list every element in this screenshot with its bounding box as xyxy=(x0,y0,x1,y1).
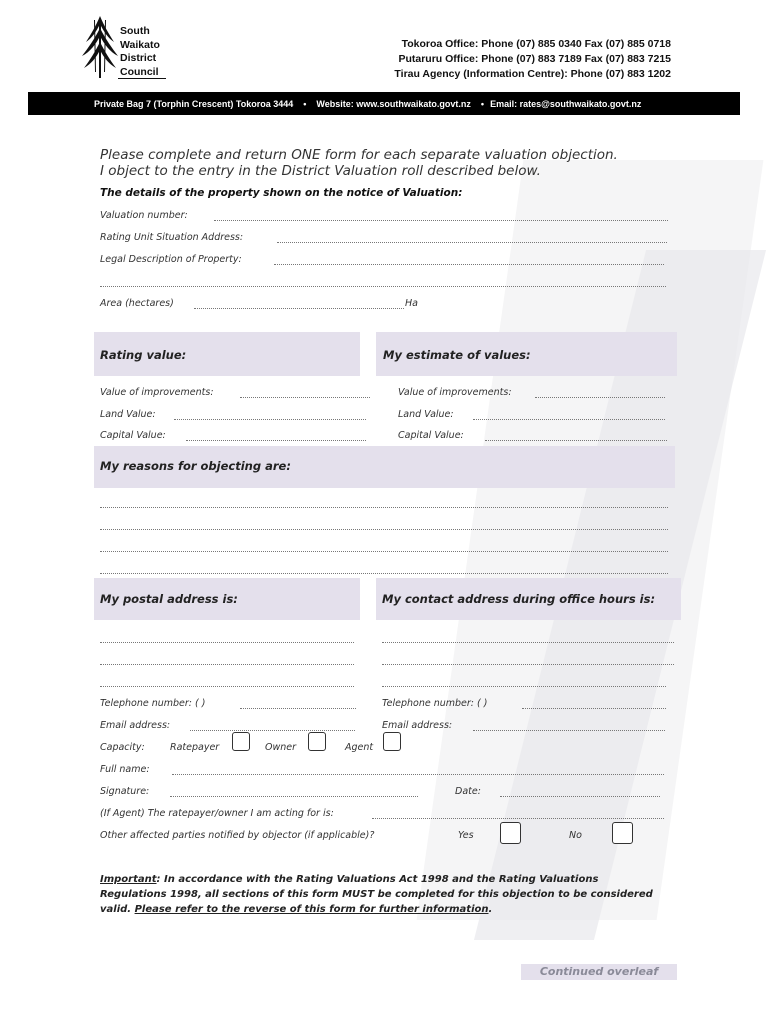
area-field[interactable] xyxy=(194,308,404,309)
no-checkbox[interactable] xyxy=(612,822,633,844)
contact-telephone-label: Telephone number: ( ) xyxy=(382,698,488,709)
postal-telephone-label: Telephone number: ( ) xyxy=(100,698,206,709)
agent-acting-label: (If Agent) The ratepayer/owner I am acting for is: xyxy=(100,808,334,819)
intro-line: I object to the entry in the District Valuation roll described below. xyxy=(100,163,541,179)
postal-address-heading: My postal address is: xyxy=(100,592,238,606)
agent-checkbox[interactable] xyxy=(383,732,401,751)
office-line: Tirau Agency (Information Centre): Phone (07) 883 1202 xyxy=(394,68,671,80)
rating-capital-field[interactable] xyxy=(186,440,366,441)
estimate-capital-field[interactable] xyxy=(485,440,667,441)
reasons-heading: My reasons for objecting are: xyxy=(100,459,291,473)
intro-text xyxy=(100,147,618,179)
estimate-land-label: Land Value: xyxy=(398,409,454,420)
rating-improvements-label: Value of improvements: xyxy=(100,387,214,398)
legal-description-field[interactable] xyxy=(274,264,664,265)
logo-underline xyxy=(118,78,166,79)
full-name-label: Full name: xyxy=(100,764,150,775)
email-link[interactable]: Email: rates@southwaikato.govt.nz xyxy=(490,98,642,109)
postal-address-line[interactable] xyxy=(100,664,354,665)
important-label: Important xyxy=(100,874,157,885)
area-unit: Ha xyxy=(405,298,418,309)
signature-label: Signature: xyxy=(100,786,150,797)
council-name-line: Waikato xyxy=(120,38,160,51)
rating-capital-label: Capital Value: xyxy=(100,430,166,441)
reverse-reference: Please refer to the reverse of this form for further information xyxy=(134,904,489,915)
date-field[interactable] xyxy=(500,796,660,797)
important-notice xyxy=(100,872,660,917)
owner-checkbox[interactable] xyxy=(308,732,326,751)
ratepayer-checkbox[interactable] xyxy=(232,732,250,751)
estimate-improvements-field[interactable] xyxy=(535,397,665,398)
address-bar xyxy=(28,92,740,115)
contact-address-line[interactable] xyxy=(382,642,674,643)
council-name-line: Council xyxy=(120,65,159,78)
postal-telephone-field[interactable] xyxy=(240,708,356,709)
contact-address-heading: My contact address during office hours is: xyxy=(382,592,656,606)
estimate-capital-label: Capital Value: xyxy=(398,430,464,441)
rating-value-heading: Rating value: xyxy=(100,348,187,362)
postal-email-label: Email address: xyxy=(100,720,171,731)
bullet-separator: • xyxy=(480,98,485,109)
contact-address-line[interactable] xyxy=(382,664,674,665)
important-text: : In accordance with the Rating Valuations Act 1998 and the Rating Valuations Regulations 1998, all sections of this form MUST be completed for this objection to be considered valid. xyxy=(100,874,653,915)
estimate-heading: My estimate of values: xyxy=(383,348,531,362)
estimate-land-field[interactable] xyxy=(473,419,665,420)
rating-improvements-field[interactable] xyxy=(240,397,370,398)
council-name-line: South xyxy=(120,25,150,37)
office-contacts xyxy=(394,37,671,82)
reasons-line[interactable] xyxy=(100,551,668,552)
bullet-separator: • xyxy=(303,98,307,109)
estimate-improvements-label: Value of improvements: xyxy=(398,387,512,398)
contact-address-line[interactable] xyxy=(382,686,666,687)
intro-line: Please complete and return ONE form for each separate valuation objection. xyxy=(100,147,618,163)
council-name xyxy=(120,25,160,79)
agent-acting-field[interactable] xyxy=(372,818,664,819)
postal-address-line[interactable] xyxy=(100,642,354,643)
important-end: . xyxy=(488,904,493,915)
contact-email-field[interactable] xyxy=(473,730,665,731)
reasons-line[interactable] xyxy=(100,507,668,508)
full-name-field[interactable] xyxy=(172,774,664,775)
property-heading: The details of the property shown on the notice of Valuation: xyxy=(100,187,463,199)
legal-description-label: Legal Description of Property: xyxy=(100,254,242,265)
postal-address-text: Private Bag 7 (Torphin Crescent) Tokoroa 3444 xyxy=(94,98,294,109)
no-label: No xyxy=(569,830,582,841)
situation-address-field[interactable] xyxy=(277,242,667,243)
capacity-label: Capacity: xyxy=(100,742,145,753)
legal-description-field-2[interactable] xyxy=(100,286,666,287)
owner-label: Owner xyxy=(265,742,297,753)
rating-land-label: Land Value: xyxy=(100,409,156,420)
signature-field[interactable] xyxy=(170,796,418,797)
council-logo xyxy=(82,12,182,82)
reasons-line[interactable] xyxy=(100,573,668,574)
website-link[interactable]: Website: www.southwaikato.govt.nz xyxy=(316,98,471,109)
agent-label: Agent xyxy=(345,742,374,753)
continued-overleaf: Continued overleaf xyxy=(521,964,677,980)
valuation-number-label: Valuation number: xyxy=(100,210,188,221)
council-name-line: District xyxy=(120,52,157,64)
affected-parties-label: Other affected parties notified by objector (if applicable)? xyxy=(100,830,375,841)
situation-address-label: Rating Unit Situation Address: xyxy=(100,232,244,243)
date-label: Date: xyxy=(455,786,481,797)
postal-address-line[interactable] xyxy=(100,686,354,687)
fern-logo-icon xyxy=(82,12,118,80)
office-line: Putaruru Office: Phone (07) 883 7189 Fax (07) 883 7215 xyxy=(398,53,671,65)
ratepayer-label: Ratepayer xyxy=(170,742,220,753)
postal-email-field[interactable] xyxy=(190,730,355,731)
yes-label: Yes xyxy=(458,830,474,841)
yes-checkbox[interactable] xyxy=(500,822,521,844)
office-line: Tokoroa Office: Phone (07) 885 0340 Fax (07) 885 0718 xyxy=(401,38,671,50)
contact-telephone-field[interactable] xyxy=(522,708,666,709)
rating-land-field[interactable] xyxy=(174,419,366,420)
area-label: Area (hectares) xyxy=(100,298,174,309)
contact-email-label: Email address: xyxy=(382,720,453,731)
valuation-number-field[interactable] xyxy=(214,220,668,221)
reasons-line[interactable] xyxy=(100,529,668,530)
